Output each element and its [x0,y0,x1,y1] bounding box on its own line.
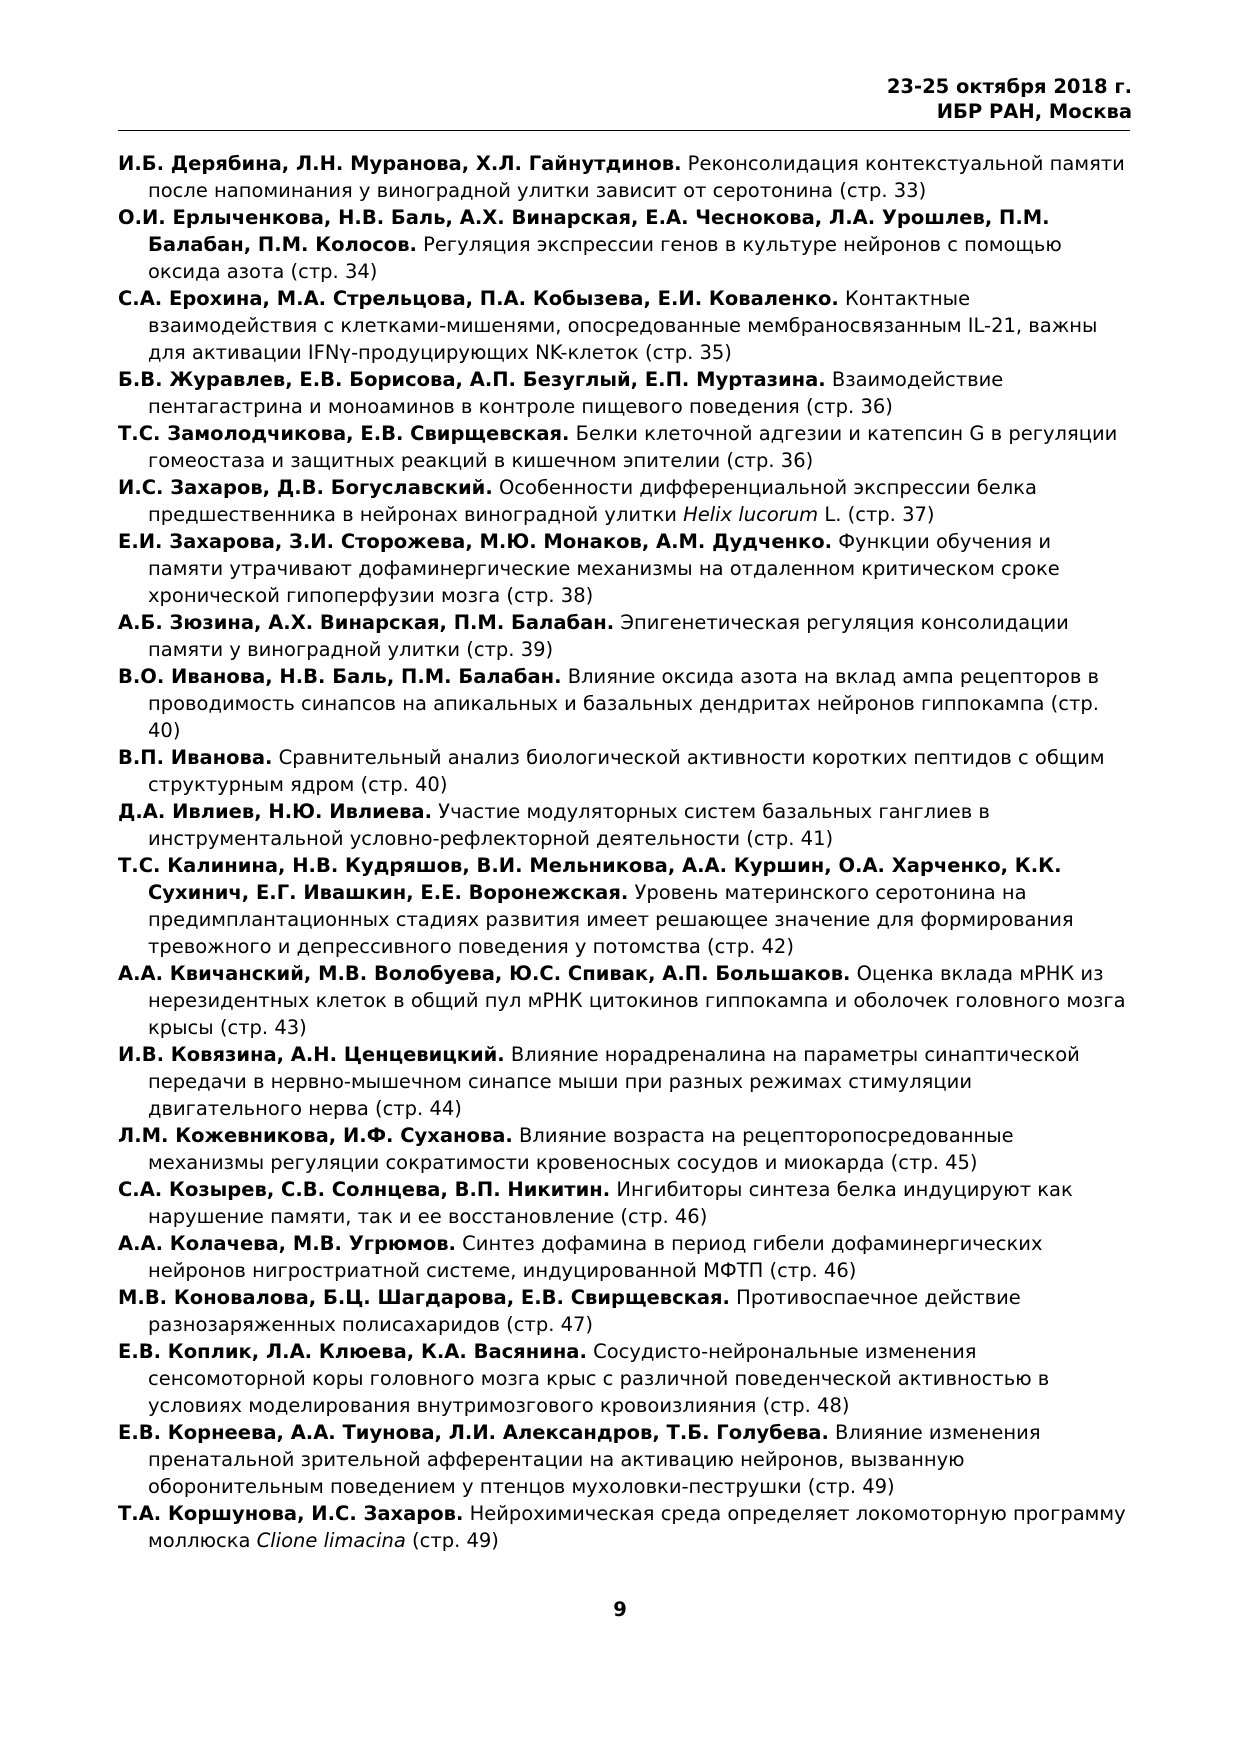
abstract-index-list [118,150,1130,1554]
index-entry [118,528,1130,609]
entry-authors: В.П. Иванова. [118,746,273,769]
entry-title-end: (стр. 49) [405,1529,499,1552]
index-entry [118,1230,1130,1284]
entry-authors: И.В. Ковязина, А.Н. Ценцевицкий. [118,1043,505,1066]
index-entry [118,960,1130,1041]
index-entry [118,204,1130,285]
index-entry [118,1176,1130,1230]
entry-title: Сравнительный анализ биологической активности коротких пептидов с общим структурным ядром (стр. 40) [148,746,1105,796]
entry-title: Влияние изменения пренатальной зрительной афферентации на активацию нейронов, вызванную оборонительным поведением у птенцов мухоловки-пеструшки (стр. 49) [148,1421,1041,1498]
entry-title: Регуляция экспрессии генов в культуре нейронов с помощью оксида азота (стр. 34) [148,233,1062,283]
entry-title: Эпигенетическая регуляция консолидации памяти у виноградной улитки (стр. 39) [148,611,1069,661]
index-entry [118,1338,1130,1419]
entry-title: Влияние норадреналина на параметры синаптической передачи в нервно-мышечном синапсе мыши при разных режимах стимуляции двигательного нерва (стр. 44) [148,1043,1080,1120]
entry-title: Уровень материнского серотонина на предимплантационных стадиях развития имеет решающее значение для формирования тревожного и депрессивного поведения у потомства (стр. 42) [148,881,1074,958]
entry-title: Нейрохимическая среда определяет локомоторную программу моллюска [148,1502,1126,1552]
index-entry [118,366,1130,420]
entry-title: Влияние оксида азота на вклад ампа рецепторов в проводимость синапсов на апикальных и базальных дендритах нейронов гиппокампа (стр. 40) [148,665,1100,742]
page-header [887,74,1132,124]
index-entry [118,1419,1130,1500]
entry-authors: Д.А. Ивлиев, Н.Ю. Ивлиева. [118,800,432,823]
entry-title: Противоспаечное действие разнозаряженных полисахаридов (стр. 47) [148,1286,1021,1336]
entry-title: Сосудисто-нейрональные изменения сенсомоторной коры головного мозга крыс с различной поведенческой активностью в условиях моделирования внутримозгового кровоизлияния (стр. 48) [148,1340,1050,1417]
entry-authors: С.А. Козырев, С.В. Солнцева, В.П. Никитин. [118,1178,611,1201]
entry-title: Функции обучения и памяти утрачивают дофаминергические механизмы на отдаленном критическом сроке хронической гипоперфузии мозга (стр. 38) [148,530,1060,607]
entry-authors: Т.А. Коршунова, И.С. Захаров. [118,1502,464,1525]
index-entry [118,1284,1130,1338]
index-entry [118,1122,1130,1176]
index-entry [118,609,1130,663]
index-entry [118,1500,1130,1554]
entry-authors: А.А. Колачева, М.В. Угрюмов. [118,1232,456,1255]
entry-title: Ингибиторы синтеза белка индуцируют как нарушение памяти, так и ее восстановление (стр. 46) [148,1178,1073,1228]
index-entry [118,744,1130,798]
index-entry [118,150,1130,204]
entry-title: Оценка вклада мРНК из нерезидентных клеток в общий пул мРНК цитокинов гиппокампа и оболочек головного мозга крысы (стр. 43) [148,962,1126,1039]
header-venue: ИБР РАН, Москва [936,100,1132,123]
entry-title: Синтез дофамина в период гибели дофаминергических нейронов нигростриатной системе, индуцированной МФТП (стр. 46) [148,1232,1043,1282]
entry-authors: Т.С. Калинина, Н.В. Кудряшов, В.И. Мельникова, А.А. Куршин, О.А. Харченко, К.К. Сухинич, Е.Г. Ивашкин, Е.Е. Воронежская. [118,854,1062,904]
entry-authors: Т.С. Замолодчикова, Е.В. Свирщевская. [118,422,570,445]
index-entry [118,663,1130,744]
index-entry [118,474,1130,528]
entry-authors: Л.М. Кожевникова, И.Ф. Суханова. [118,1124,513,1147]
entry-authors: А.Б. Зюзина, А.Х. Винарская, П.М. Балабан. [118,611,615,634]
entry-authors: О.И. Ерлыченкова, Н.В. Баль, А.Х. Винарская, Е.А. Чеснокова, Л.А. Урошлев, П.М. Балабан, П.М. Колосов. [118,206,1050,256]
header-rule [118,130,1130,131]
entry-species-name: Helix lucorum [683,503,819,526]
entry-authors: В.О. Иванова, Н.В. Баль, П.М. Балабан. [118,665,562,688]
entry-authors: С.А. Ерохина, М.А. Стрельцова, П.А. Кобызева, Е.И. Коваленко. [118,287,839,310]
index-entry [118,420,1130,474]
page-number: 9 [613,1598,627,1621]
entry-authors: Б.В. Журавлев, Е.В. Борисова, А.П. Безуглый, Е.П. Муртазина. [118,368,826,391]
entry-authors: М.В. Коновалова, Б.Ц. Шагдарова, Е.В. Свирщевская. [118,1286,730,1309]
entry-title: Контактные взаимодействия с клетками-мишенями, опосредованные мембраносвязанным IL-21, важны для активации IFNγ-продуцирующих NK-клеток (стр. 35) [148,287,1098,364]
entry-authors: И.С. Захаров, Д.В. Богуславский. [118,476,493,499]
index-entry [118,1041,1130,1122]
entry-authors: Е.В. Корнеева, А.А. Тиунова, Л.И. Александров, Т.Б. Голубева. [118,1421,829,1444]
entry-authors: И.Б. Дерябина, Л.Н. Муранова, Х.Л. Гайнутдинов. [118,152,682,175]
entry-title: Влияние возраста на рецепторопосредованные механизмы регуляции сократимости кровеносных сосудов и миокарда (стр. 45) [148,1124,1014,1174]
entry-title: Особенности дифференциальной экспрессии белка предшественника в нейронах виноградной улитки [148,476,1037,526]
entry-title: Белки клеточной адгезии и катепсин G в регуляции гомеостаза и защитных реакций в кишечном эпителии (стр. 36) [148,422,1118,472]
entry-title-end: L. (стр. 37) [818,503,935,526]
entry-title: Реконсолидация контекстуальной памяти после напоминания у виноградной улитки зависит от серотонина (стр. 33) [148,152,1125,202]
entry-authors: Е.В. Коплик, Л.А. Клюева, К.А. Васянина. [118,1340,587,1363]
entry-species-name: Clione limacina [256,1529,406,1552]
entry-authors: Е.И. Захарова, З.И. Сторожева, М.Ю. Монаков, А.М. Дудченко. [118,530,833,553]
entry-title: Взаимодействие пентагастрина и моноаминов в контроле пищевого поведения (стр. 36) [148,368,1004,418]
entry-authors: А.А. Квичанский, М.В. Волобуева, Ю.С. Спивак, А.П. Большаков. [118,962,851,985]
header-date: 23-25 октября 2018 г. [886,75,1132,98]
index-entry [118,798,1130,852]
index-entry [118,285,1130,366]
entry-title: Участие модуляторных систем базальных ганглиев в инструментальной условно-рефлекторной деятельности (стр. 41) [148,800,990,850]
index-entry [118,852,1130,960]
